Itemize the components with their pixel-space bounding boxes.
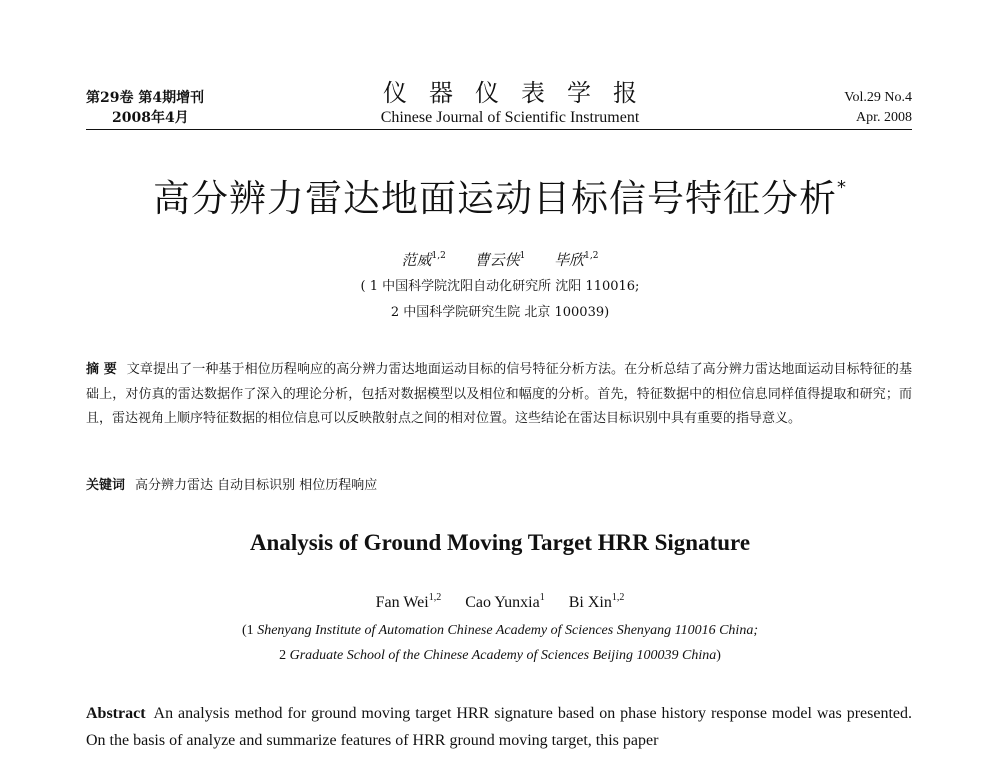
affiliations-cn (0, 274, 1000, 326)
abstract-cn (86, 358, 912, 432)
abstract-en-label: Abstract (86, 705, 146, 722)
header-rule (86, 129, 912, 130)
paper-title-cn (0, 164, 1000, 223)
author-en: Cao Yunxia$^1$ (465, 592, 545, 611)
header-date-en: Apr. 2008 (856, 110, 912, 125)
author-en: Fan Wei$^{1,2}$ (375, 592, 442, 611)
affiliations-en (0, 618, 1000, 668)
journal-name-en: Chinese Journal of Scientific Instrument (380, 109, 640, 126)
header-volume-cn (86, 88, 204, 128)
affiliation-cn-2: 2 中国科学院研究生院 北京 100039) (390, 305, 610, 320)
abstract-cn-label: 摘 要 (86, 362, 117, 377)
affiliation-cn-1: ( 1 中国科学院沈阳自动化研究所 沈阳 110016; (360, 279, 640, 294)
journal-name (340, 78, 680, 128)
author-cn: 毕欣$^{1,2}$ (554, 251, 599, 269)
header-date-cn: 2008年4月 (112, 110, 189, 126)
affiliation-en-1: (1 Shenyang Institute of Automation Chinese Academy of Sciences Shenyang 110016 China; (242, 623, 758, 638)
title-footnote-mark: * (837, 177, 847, 198)
keywords-cn-text: 高分辨力雷达 自动目标识别 相位历程响应 (135, 478, 378, 493)
author-list-cn (0, 246, 1000, 270)
author-list-en (0, 587, 1000, 614)
header-volume-en (844, 88, 912, 128)
header-volume-issue-en: Vol.29 No.4 (844, 90, 912, 105)
header-volume-issue: 第29卷 第4期增刊 (86, 90, 205, 106)
affiliation-en-2: 2 Graduate School of the Chinese Academy of Sciences Beijing 100039 China) (279, 648, 721, 663)
paper-title-cn-text: 高分辨力雷达地面运动目标信号特征分析 (153, 177, 837, 220)
author-en: Bi Xin$^{1,2}$ (568, 592, 625, 611)
keywords-cn-label: 关键词 (86, 478, 126, 493)
abstract-en-text: An analysis method for ground moving target HRR signature based on phase history response model was presented. On the basis of analyze and summarize features of HRR ground moving target, this paper (86, 705, 912, 749)
paper-title-en: Analysis of Ground Moving Target HRR Signature (249, 530, 751, 555)
journal-name-cn: 仪器仪表学报 (383, 79, 659, 107)
abstract-cn-text: 文章提出了一种基于相位历程响应的高分辨力雷达地面运动目标的信号特征分析方法。在分析总结了高分辨力雷达地面运动目标特征的基础上，对仿真的雷达数据作了深入的理论分析，包括对数据模型以及相位和幅度的分析。首先，特征数据中的相位信息同样值得提取和研究；而且，雷达视角上顺序特征数据的相位信息可以反映散射点之间的相对位置。这些结论在雷达目标识别中具有重要的指导意义。 (86, 362, 912, 426)
author-cn: 曹云侠$^1$ (474, 251, 526, 269)
author-cn: 范威$^{1,2}$ (401, 251, 446, 269)
keywords-cn (86, 476, 377, 496)
abstract-en (86, 700, 912, 754)
